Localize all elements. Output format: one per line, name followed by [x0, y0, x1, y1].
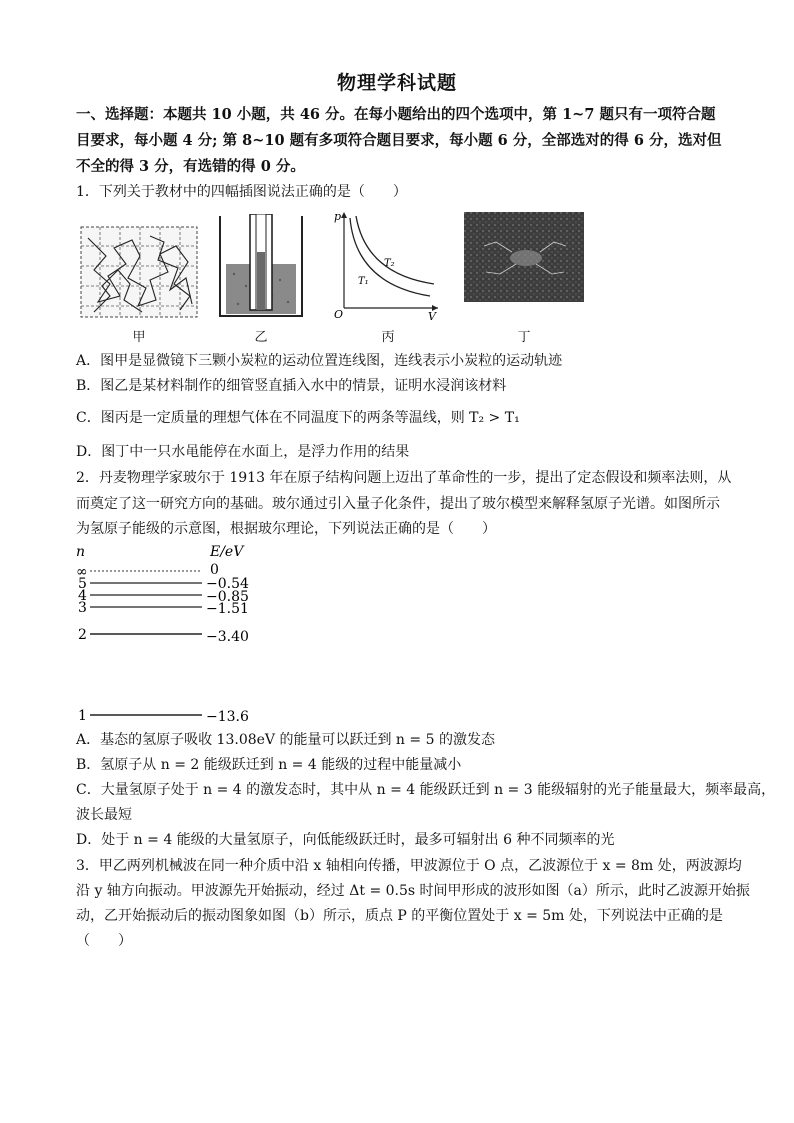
- section-heading: 一、选择题：本题共 10 小题，共 46 分。在每小题给出的四个选项中，第 1~7 题只有一项符合题目要求，每小题 4 分; 第 8~10 题有多项符合题目要求，每小题 6 分，全部选对的得 6 分，选对但不全的得 3 分，有选错的得 0 分。: [76, 106, 722, 175]
- figure-brownian-motion: [80, 226, 198, 318]
- level-label-3: 3: [78, 600, 87, 616]
- q3-stem-line-2: 沿 y 轴方向振动。甲波源先开始振动，经过 Δt = 0.5s 时间甲形成的波形如图（a）所示，此时乙波源开始振: [76, 883, 750, 899]
- level-energy-1: −13.6: [206, 709, 249, 724]
- q1-option-d: D．图丁中一只水黾能停在水面上，是浮力作用的结果: [76, 444, 410, 460]
- level-label-2: 2: [78, 627, 87, 643]
- level-energy-5: −0.54: [206, 576, 249, 592]
- caption-bing: 丙: [381, 330, 395, 345]
- q2-stem-line-3: 为氢原子能级的示意图，根据玻尔理论，下列说法正确的是（ ）: [76, 521, 496, 537]
- q2-stem-line-1: 2．丹麦物理学家玻尔于 1913 年在原子结构问题上迈出了革命性的一步，提出了定态假设和频率法则，从: [76, 470, 732, 486]
- level-label-4: 4: [78, 588, 87, 604]
- level-energy-3: −1.51: [206, 601, 249, 617]
- q2-stem-line-2: 而奠定了这一研究方向的基础。玻尔通过引入量子化条件，提出了玻尔模型来解释氢原子光谱。如图所示: [76, 496, 720, 512]
- q2-option-c: C．大量氢原子处于 n = 4 的激发态时，其中从 n = 4 能级跃迁到 n = 3 能级辐射的光子能量最大，频率最高，: [76, 782, 776, 798]
- q3-stem-line-4: （ ）: [76, 933, 132, 949]
- level-energy-2: −3.40: [206, 629, 249, 645]
- q1-option-a: A．图甲是显微镜下三颗小炭粒的运动位置连线图，连线表示小炭粒的运动轨迹: [76, 353, 563, 369]
- level-label-1: 1: [78, 708, 87, 724]
- level-energy-inf: 0: [210, 562, 219, 578]
- q2-option-c-cont: 波长最短: [76, 807, 132, 823]
- energy-level-diagram: [74, 544, 274, 724]
- level-energy-4: −0.85: [206, 589, 249, 605]
- q3-stem-line-3: 动，乙开始振动后的振动图象如图（b）所示，质点 P 的平衡位置处于 x = 5m 处，下列说法中正确的是: [76, 908, 723, 924]
- figure-water-strider-photo: [464, 212, 584, 302]
- caption-yi: 乙: [254, 330, 268, 345]
- level-label-inf: ∞: [76, 564, 88, 580]
- n-header: n: [76, 544, 86, 560]
- q1-option-b: B．图乙是某材料制作的细管竖直插入水中的情景，证明水浸润该材料: [76, 378, 507, 394]
- figure-isotherms: [330, 208, 442, 324]
- figure-capillary-tube: [216, 214, 306, 320]
- q2-option-d: D．处于 n = 4 能级的大量氢原子，向低能级跃迁时，最多可辐射出 6 种不同频率的光: [76, 832, 615, 848]
- graph-t1-label: T₁: [358, 276, 369, 287]
- q2-option-a: A．基态的氢原子吸收 13.08eV 的能量可以跃迁到 n = 5 的激发态: [76, 732, 495, 748]
- caption-jia: 甲: [132, 330, 146, 345]
- q1-stem: 1．下列关于教材中的四幅插图说法正确的是（ ）: [76, 184, 407, 200]
- level-label-5: 5: [78, 576, 87, 592]
- e-header: E/eV: [210, 544, 244, 560]
- caption-ding: 丁: [517, 330, 531, 345]
- graph-origin-label: O: [334, 308, 344, 321]
- graph-p-label: p: [334, 210, 342, 223]
- graph-t2-label: T₂: [384, 258, 395, 269]
- q1-option-c: C．图丙是一定质量的理想气体在不同温度下的两条等温线，则 T₂ > T₁: [76, 410, 520, 426]
- page-title: 物理学科试题: [336, 72, 457, 94]
- q2-option-b: B．氢原子从 n = 2 能级跃迁到 n = 4 能级的过程中能量减小: [76, 757, 462, 773]
- q3-stem-line-1: 3．甲乙两列机械波在同一种介质中沿 x 轴相向传播，甲波源位于 O 点，乙波源位于 x = 8m 处，两波源均: [76, 858, 742, 874]
- graph-v-label: V: [428, 310, 436, 323]
